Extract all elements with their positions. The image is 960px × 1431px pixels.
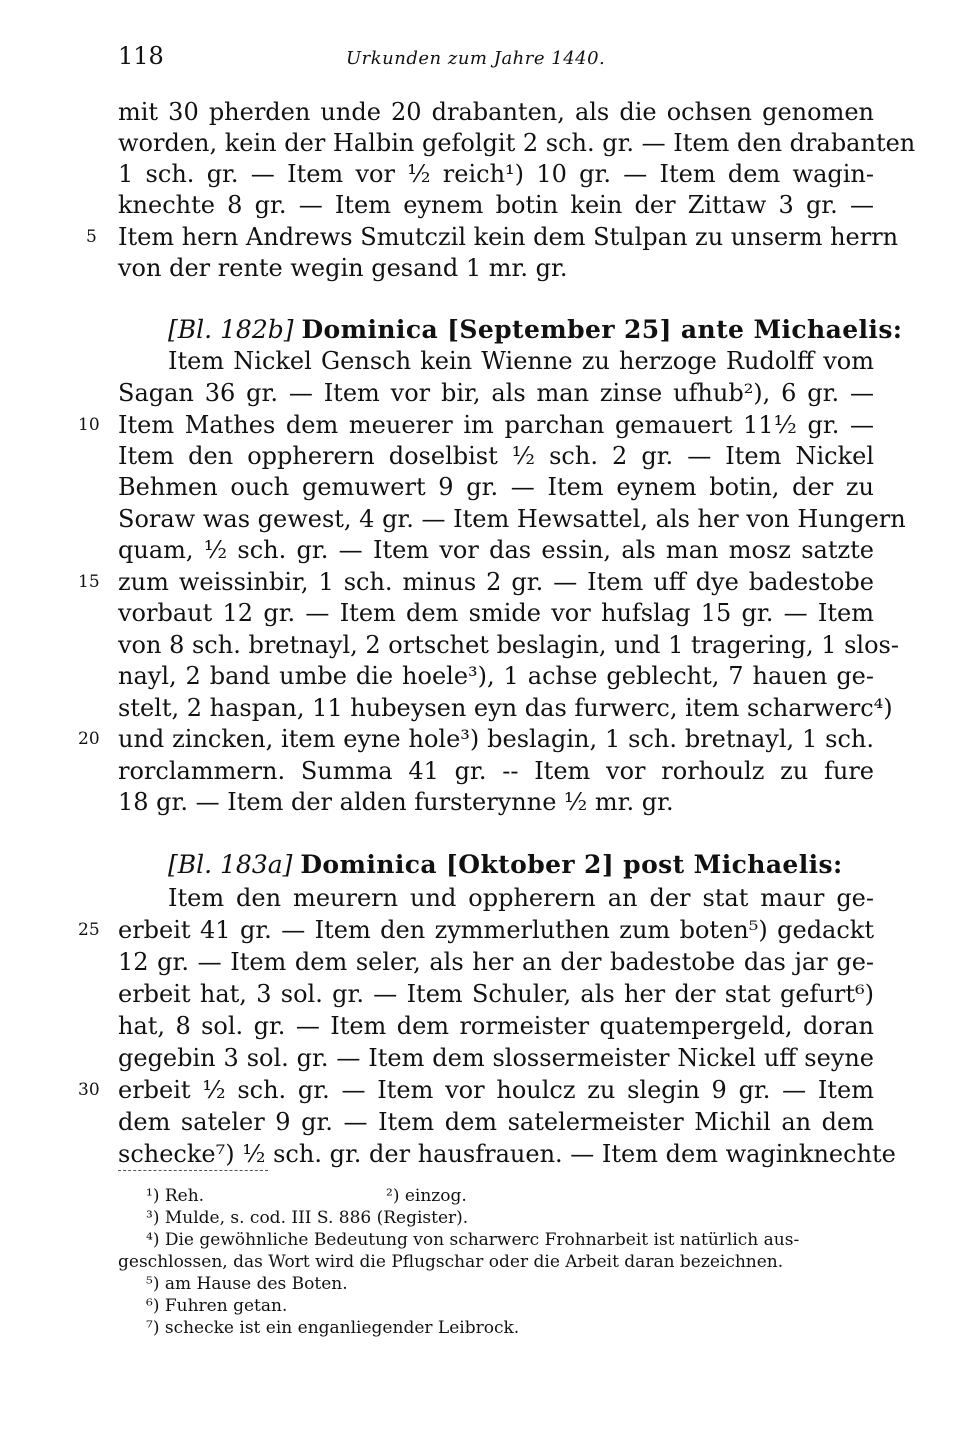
line-number: 10 (78, 415, 100, 435)
text-line: vorbaut 12 gr. — Item dem smide vor hufslag 15 gr. — Item (118, 599, 874, 627)
footnote-continuation: geschlossen, das Wort wird die Pflugschar oder die Arbeit daran bezeichnen. (118, 1252, 784, 1272)
text-line: quam, ½ sch. gr. — Item vor das essin, als man mosz satzte (118, 536, 874, 564)
folio-reference: [Bl. 182b] (168, 315, 294, 344)
text-line: Soraw was gewest, 4 gr. — Item Hewsattel, als her von Hungern (118, 505, 906, 533)
footnote: ³) Mulde, s. cod. III S. 886 (Register). (146, 1208, 469, 1228)
running-title: Urkunden zum Jahre 1440. (346, 48, 606, 69)
footnote: ⁷) schecke ist ein enganliegender Leibrock. (146, 1318, 520, 1338)
heading-text: Dominica [September 25] ante Michaelis: (301, 315, 903, 344)
line-number: 20 (78, 729, 100, 749)
text-line: Item Mathes dem meuerer im parchan gemauert 11½ gr. — (118, 411, 874, 439)
text-line: rorclammern. Summa 41 gr. -- Item vor rorhoulz zu fure (118, 757, 874, 785)
text-line: erbeit ½ sch. gr. — Item vor houlcz zu slegin 9 gr. — Item (118, 1076, 874, 1104)
footnote-separator (118, 1170, 268, 1171)
page-number: 118 (118, 42, 164, 70)
text-line: Item den oppherern doselbist ½ sch. 2 gr. — Item Nickel (118, 442, 874, 470)
text-line: mit 30 pherden unde 20 drabanten, als die ochsen genomen (118, 98, 874, 126)
text-line: schecke⁷) ½ sch. gr. der hausfrauen. — Item dem waginknechte (118, 1140, 896, 1168)
text-line: Item hern Andrews Smutczil kein dem Stulpan zu unserm herrn (118, 223, 899, 251)
section-heading (168, 850, 874, 880)
text-line: 1 sch. gr. — Item vor ½ reich¹) 10 gr. — Item dem wagin- (118, 160, 874, 188)
text-line: Behmen ouch gemuwert 9 gr. — Item eynem botin, der zu (118, 473, 874, 501)
text-line: von der rente wegin gesand 1 mr. gr. (118, 254, 568, 282)
text-line: erbeit hat, 3 sol. gr. — Item Schuler, als her der stat gefurt⁶) (118, 980, 874, 1008)
text-line: Item Nickel Gensch kein Wienne zu herzoge Rudolff vom (168, 347, 874, 375)
text-line: stelt, 2 haspan, 11 hubeysen eyn das furwerc, item scharwerc⁴) (118, 694, 893, 722)
text-line: nayl, 2 band umbe die hoele³), 1 achse geblecht, 7 hauen ge- (118, 662, 874, 690)
text-line: knechte 8 gr. — Item eynem botin kein der Zittaw 3 gr. — (118, 191, 874, 219)
text-line: 12 gr. — Item dem seler, als her an der badestobe das jar ge- (118, 948, 874, 976)
text-line: hat, 8 sol. gr. — Item dem rormeister quatempergeld, doran (118, 1012, 874, 1040)
footnote: ¹) Reh. (146, 1186, 205, 1206)
text-line: erbeit 41 gr. — Item den zymmerluthen zum boten⁵) gedackt (118, 916, 874, 944)
text-line: zum weissinbir, 1 sch. minus 2 gr. — Item uff dye badestobe (118, 568, 874, 596)
text-line: gegebin 3 sol. gr. — Item dem slossermeister Nickel uff seyne (118, 1044, 874, 1072)
line-number: 5 (86, 227, 97, 247)
text-line: Item den meurern und oppherern an der stat maur ge- (168, 884, 874, 912)
line-number: 15 (78, 572, 100, 592)
text-line: worden, kein der Halbin gefolgit 2 sch. gr. — Item den drabanten (118, 129, 916, 157)
footnote: ⁵) am Hause des Boten. (146, 1274, 348, 1294)
footnote: ⁴) Die gewöhnliche Bedeutung von scharwerc Frohnarbeit ist natürlich aus- (146, 1230, 800, 1250)
line-number: 25 (78, 920, 100, 940)
text-line: Sagan 36 gr. — Item vor bir, als man zinse ufhub²), 6 gr. — (118, 379, 874, 407)
text-line: 18 gr. — Item der alden fursterynne ½ mr. gr. (118, 788, 674, 816)
text-line: und zincken, item eyne hole³) beslagin, 1 sch. bretnayl, 1 sch. (118, 725, 874, 753)
text-line: von 8 sch. bretnayl, 2 ortschet beslagin, und 1 tragering, 1 slos- (118, 631, 899, 659)
heading-text: Dominica [Oktober 2] post Michaelis: (300, 850, 843, 879)
footnote: ⁶) Fuhren getan. (146, 1296, 288, 1316)
section-heading (168, 315, 903, 345)
line-number: 30 (78, 1080, 100, 1100)
folio-reference: [Bl. 183a] (168, 850, 293, 879)
running-head (118, 40, 878, 80)
footnote: ²) einzog. (386, 1186, 467, 1206)
text-line: dem sateler 9 gr. — Item dem satelermeister Michil an dem (118, 1108, 874, 1136)
